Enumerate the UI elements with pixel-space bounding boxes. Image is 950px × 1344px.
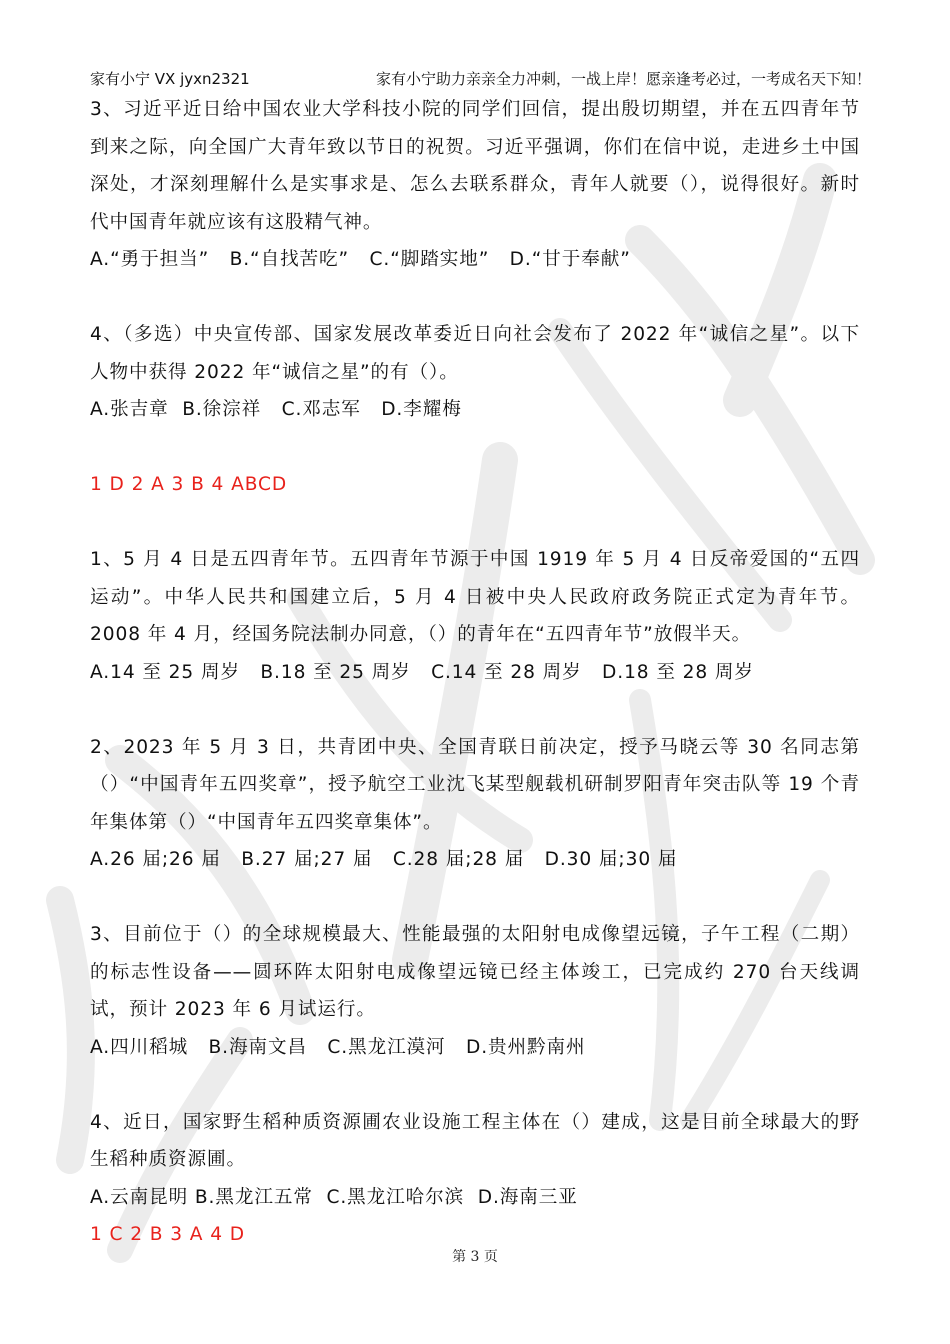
question-options: A.张吉章 B.徐淙祥 C.邓志军 D.李耀梅: [90, 399, 462, 420]
question-1b: [90, 541, 860, 691]
question-options: A.云南昆明 B.黑龙江五常 C.黑龙江哈尔滨 D.海南三亚: [90, 1186, 578, 1208]
question-options: A.14 至 25 周岁 B.18 至 25 周岁 C.14 至 28 周岁 D.18 至 28 周岁: [90, 661, 754, 683]
question-text: 4、近日，国家野生稻种质资源圃农业设施工程主体在（）建成，这是目前全球最大的野生稻种质资源圃。: [90, 1111, 860, 1170]
question-text: 1、5 月 4 日是五四青年节。五四青年节源于中国 1919 年 5 月 4 日反帝爱国的“五四运动”。中华人民共和国建立后，5 月 4 日被中央人民政府政务院正式定为青年节。2008 年 4 月，经国务院法制办同意，（）的青年在“五四青年节”放假半天。: [90, 549, 860, 645]
question-4a: [90, 316, 860, 429]
question-options: A.“勇于担当” B.“自找苦吃” C.“脚踏实地” D.“甘于奉献”: [90, 249, 631, 270]
answer-key-1: 1 D 2 A 3 B 4 ABCD: [90, 474, 288, 495]
question-text: 2、2023 年 5 月 3 日，共青团中央、全国青联日前决定，授予马晓云等 30 名同志第（）“中国青年五四奖章”，授予航空工业沈飞某型舰载机研制罗阳青年突击队等 19 个青年集体第（）“中国青年五四奖章集体”。: [90, 736, 860, 833]
page-number: 第 3 页: [452, 1249, 498, 1265]
header-left-text: 家有小宁 VX jyxn2321: [90, 70, 250, 88]
page-header: [90, 68, 872, 90]
page-content: [90, 91, 860, 1254]
question-4b: [90, 1104, 860, 1217]
answer-key-2: 1 C 2 B 3 A 4 D: [90, 1224, 245, 1245]
question-3b: [90, 916, 860, 1066]
question-options: A.四川稻城 B.海南文昌 C.黑龙江漠河 D.贵州黔南州: [90, 1036, 586, 1058]
question-text: 3、习近平近日给中国农业大学科技小院的同学们回信，提出殷切期望，并在五四青年节到来之际，向全国广大青年致以节日的祝贺。习近平强调，你们在信中说，走进乡土中国深处，才深刻理解什么是实事求是、怎么去联系群众，青年人就要（），说得很好。新时代中国青年就应该有这股精气神。: [90, 99, 860, 233]
question-3a: [90, 91, 860, 279]
question-2b: [90, 729, 860, 879]
question-text: 4、（多选）中央宣传部、国家发展改革委近日向社会发布了 2022 年“诚信之星”。以下人物中获得 2022 年“诚信之星”的有（）。: [90, 324, 860, 383]
header-right-text: 家有小宁助力亲亲全力冲刺，一战上岸！愿亲逢考必过，一考成名天下知！: [376, 70, 872, 88]
question-options: A.26 届;26 届 B.27 届;27 届 C.28 届;28 届 D.30 届;30 届: [90, 849, 678, 870]
question-text: 3、目前位于（）的全球规模最大、性能最强的太阳射电成像望远镜，子午工程（二期）的标志性设备——圆环阵太阳射电成像望远镜已经主体竣工，已完成约 270 台天线调试，预计 2023 年 6 月试运行。: [90, 924, 860, 1020]
